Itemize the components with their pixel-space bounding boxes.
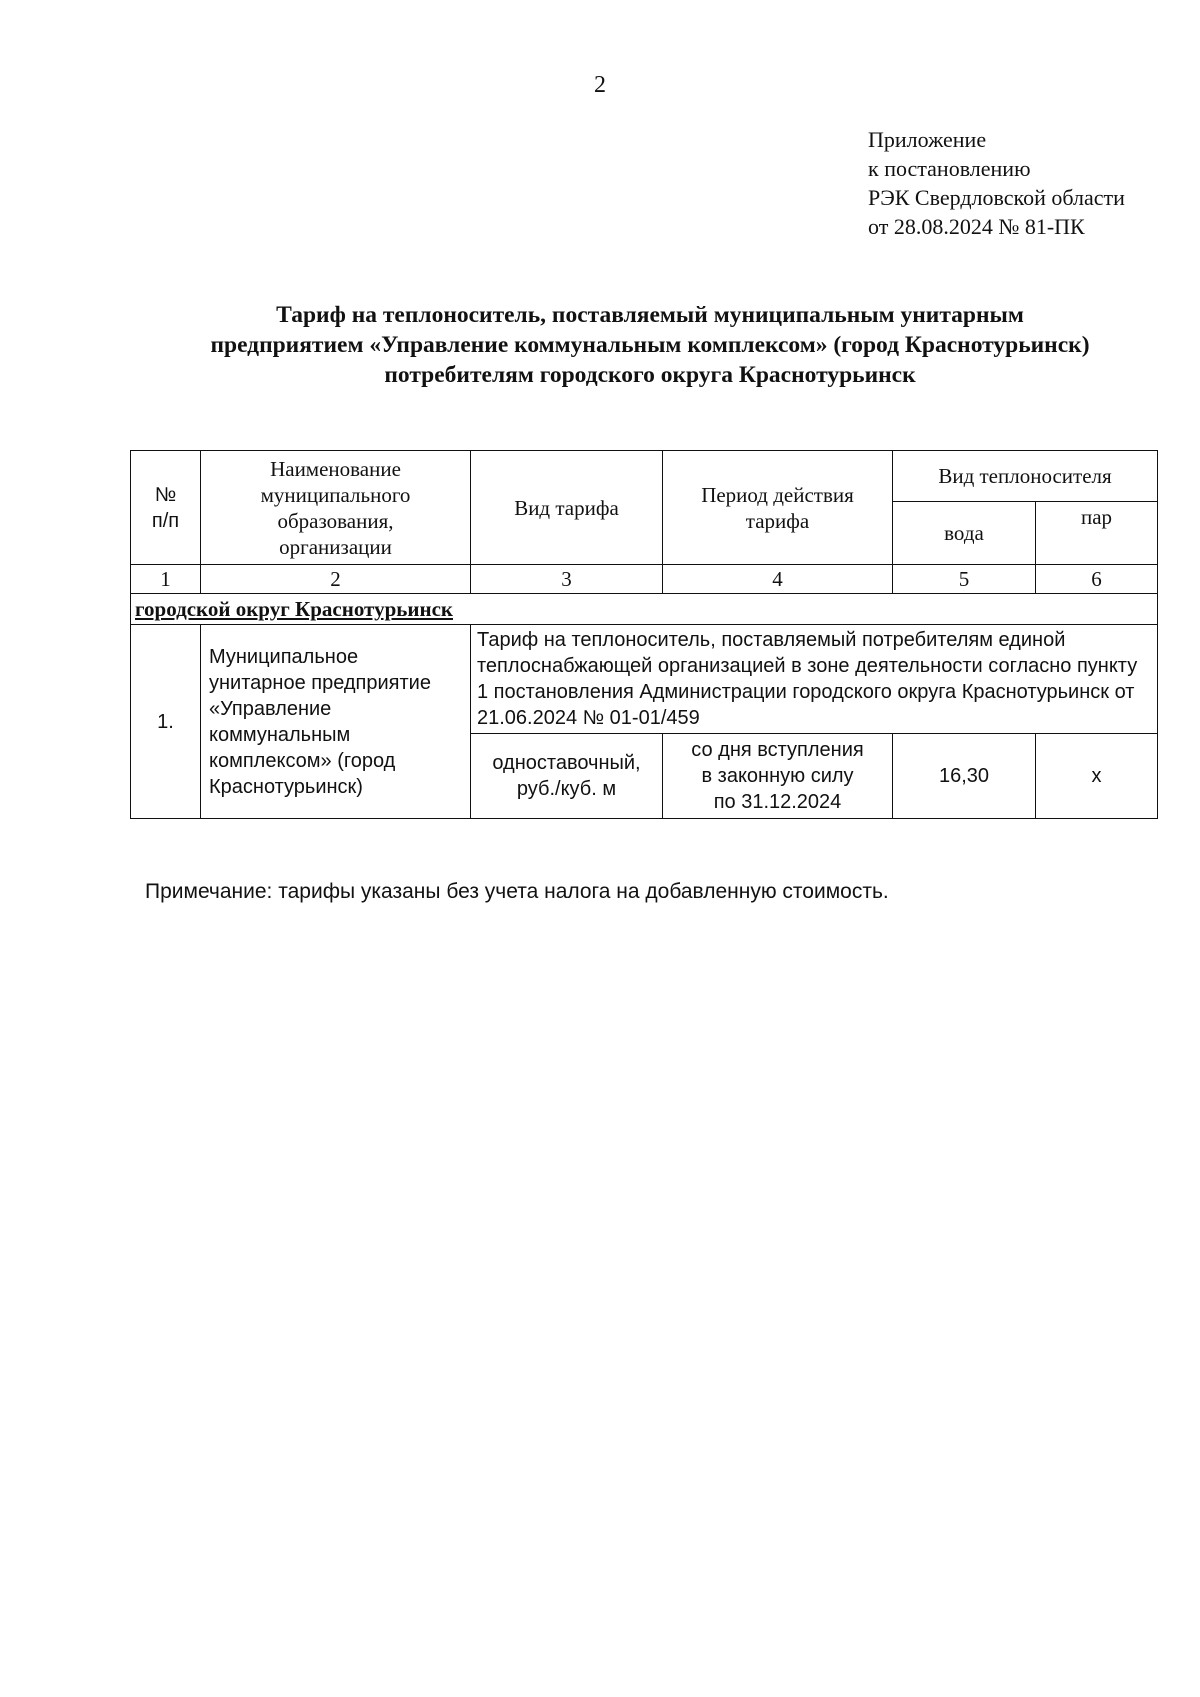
column-number-5: 5: [893, 565, 1036, 594]
header-tariff-period: Период действия тарифа: [663, 451, 893, 565]
row-number: 1.: [131, 625, 201, 819]
table-header-row: [131, 451, 1158, 502]
document-title: [130, 300, 1170, 390]
column-number-row: [131, 565, 1158, 594]
organization-name: Муниципальное унитарное предприятие «Управление коммунальным комплексом» (город Краснотурьинск): [201, 625, 471, 819]
header-water: вода: [893, 502, 1036, 565]
header-number: № п/п: [131, 451, 201, 565]
appendix-line-4: от 28.08.2024 № 81-ПК: [868, 214, 1085, 239]
title-line-1: Тариф на теплоноситель, поставляемый муниципальным унитарным: [276, 302, 1024, 328]
header-heat-carrier: Вид теплоносителя: [893, 451, 1158, 502]
tariff-table: [130, 450, 1158, 819]
appendix-line-1: Приложение: [868, 127, 987, 152]
column-number-2: 2: [201, 565, 471, 594]
column-number-1: 1: [131, 565, 201, 594]
tariff-period-value: со дня вступления в законную силу по 31.12.2024: [663, 734, 893, 819]
column-number-4: 4: [663, 565, 893, 594]
table-row: [131, 625, 1158, 734]
water-tariff-value: 16,30: [893, 734, 1036, 819]
appendix-line-2: к постановлению: [868, 156, 1031, 181]
title-line-3: потребителям городского округа Краснотурьинск: [384, 362, 916, 388]
page-number: 2: [594, 72, 606, 98]
title-line-2: предприятием «Управление коммунальным комплексом» (город Краснотурьинск): [210, 332, 1090, 358]
region-name: городской округ Краснотурьинск: [131, 594, 1158, 625]
header-steam: пар: [1036, 502, 1158, 565]
header-tariff-type: Вид тарифа: [471, 451, 663, 565]
steam-tariff-value: х: [1036, 734, 1158, 819]
tariff-description: Тариф на теплоноситель, поставляемый потребителям единой теплоснабжающей организацией в зоне деятельности согласно пункту 1 постановления Администрации городского округа Краснотурьинск от 21.06.2024 № 01-01/459: [471, 625, 1158, 734]
header-organization-name: Наименование муниципального образования, организации: [201, 451, 471, 565]
appendix-line-3: РЭК Свердловской области: [868, 185, 1125, 210]
column-number-3: 3: [471, 565, 663, 594]
footnote: Примечание: тарифы указаны без учета налога на добавленную стоимость.: [145, 880, 889, 903]
region-row: [131, 594, 1158, 625]
column-number-6: 6: [1036, 565, 1158, 594]
tariff-type-value: одноставочный, руб./куб. м: [471, 734, 663, 819]
appendix-block: [868, 125, 1125, 241]
